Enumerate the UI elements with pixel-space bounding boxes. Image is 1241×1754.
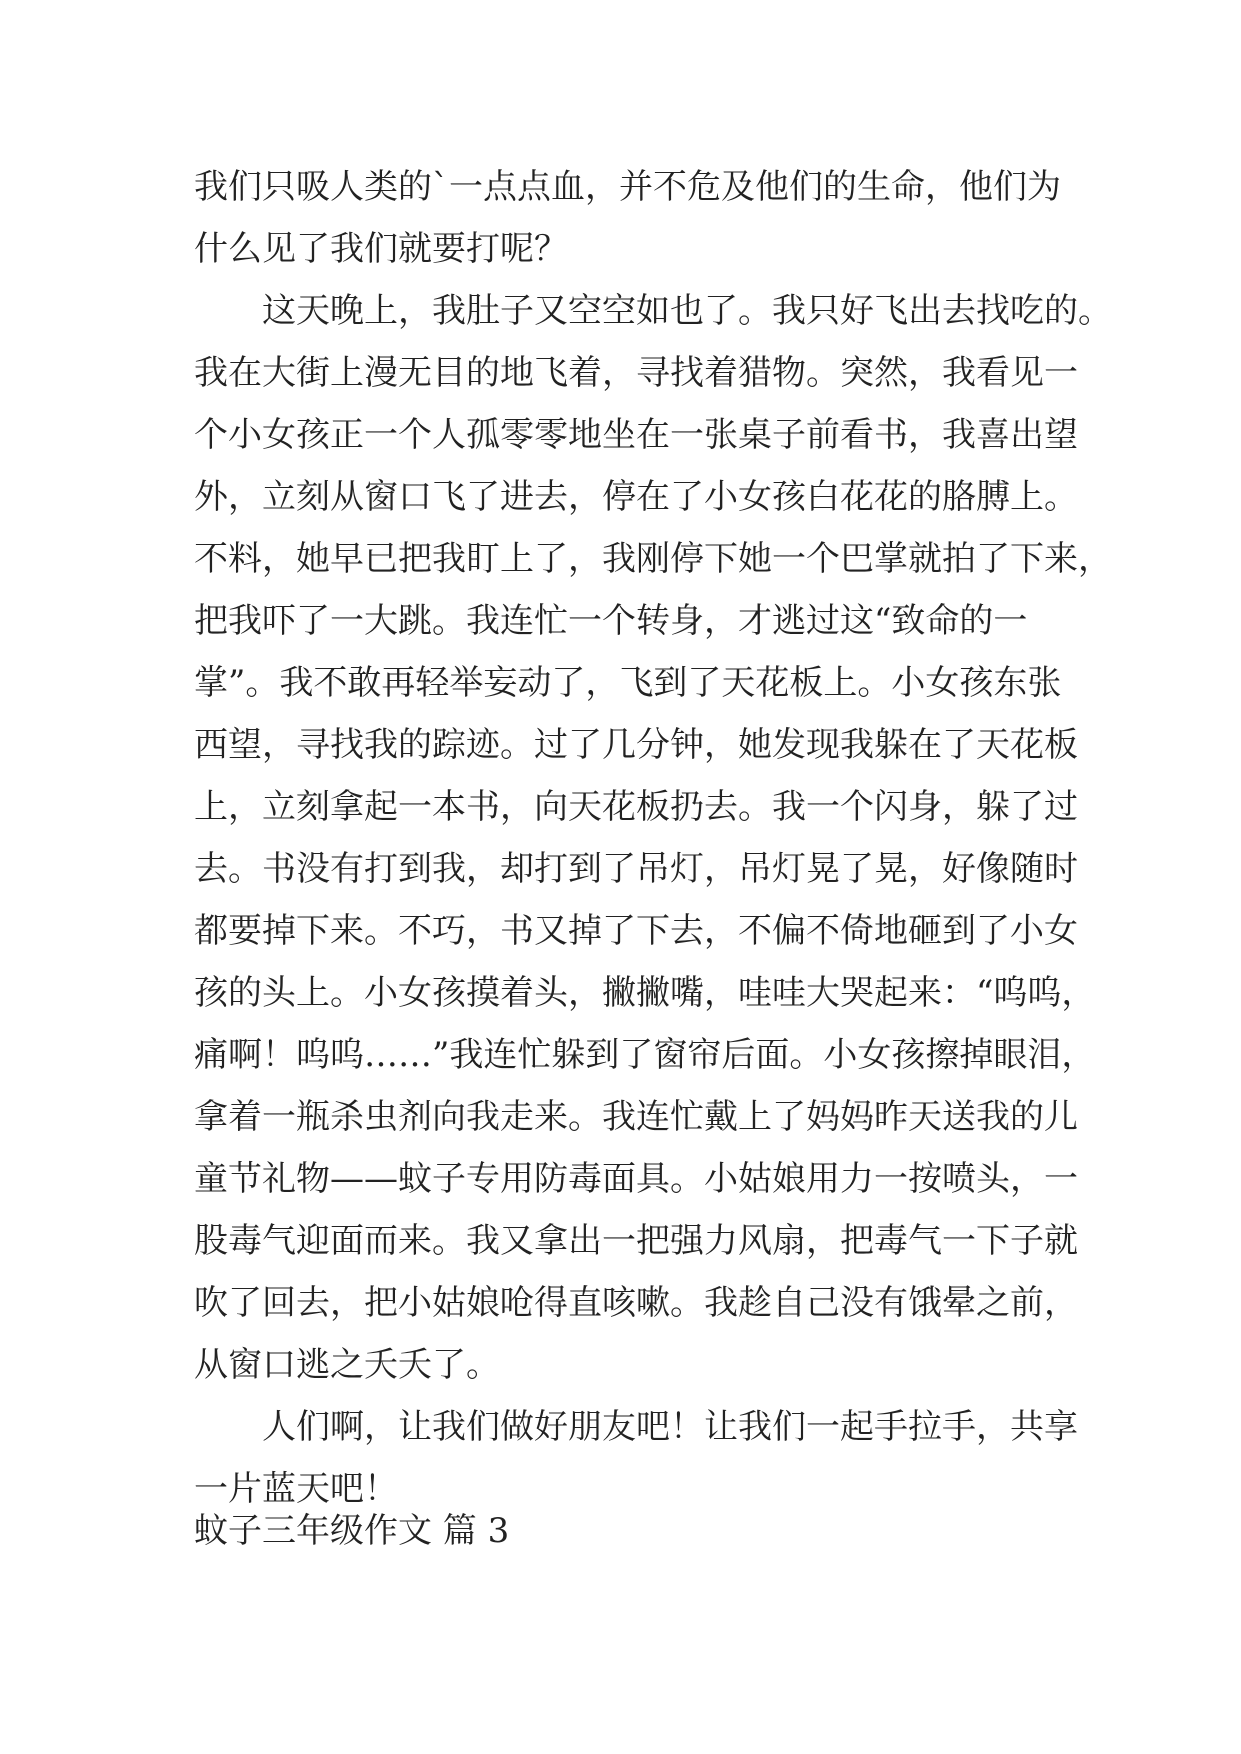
text-line: 掌”。我不敢再轻举妄动了，飞到了天花板上。小女孩东张 bbox=[194, 663, 1062, 703]
text-line: 吹了回去，把小姑娘呛得直咳嗽。我趁自己没有饿晕之前， bbox=[194, 1283, 1078, 1323]
text-line: 外，立刻从窗口飞了进去，停在了小女孩白花花的胳膊上。 bbox=[194, 477, 1078, 517]
text-line: 把我吓了一大跳。我连忙一个转身，才逃过这“致命的一 bbox=[194, 601, 1028, 641]
text-line: 童节礼物——蚊子专用防毒面具。小姑娘用力一按喷头，一 bbox=[194, 1159, 1078, 1199]
text-line: 不料，她早已把我盯上了，我刚停下她一个巴掌就拍了下来， bbox=[194, 539, 1112, 579]
text-line: 什么见了我们就要打呢？ bbox=[194, 229, 568, 269]
text-line: 痛啊！呜呜……”我连忙躲到了窗帘后面。小女孩擦掉眼泪， bbox=[194, 1035, 1096, 1075]
text-line: 我们只吸人类的`一点点血，并不危及他们的生命，他们为 bbox=[194, 167, 1061, 207]
text-line: 去。书没有打到我，却打到了吊灯，吊灯晃了晃，好像随时 bbox=[194, 849, 1078, 889]
paragraph-start-line: 人们啊，让我们做好朋友吧！让我们一起手拉手，共享 bbox=[262, 1407, 1078, 1447]
paragraph-start-line: 这天晚上，我肚子又空空如也了。我只好飞出去找吃的。 bbox=[262, 291, 1112, 331]
section-heading: 蚊子三年级作文 篇 3 bbox=[194, 1511, 510, 1551]
text-line: 个小女孩正一个人孤零零地坐在一张桌子前看书，我喜出望 bbox=[194, 415, 1078, 455]
essay-body bbox=[194, 156, 1112, 1520]
text-line: 上，立刻拿起一本书，向天花板扔去。我一个闪身，躲了过 bbox=[194, 787, 1078, 827]
text-line: 西望，寻找我的踪迹。过了几分钟，她发现我躲在了天花板 bbox=[194, 725, 1078, 765]
text-line: 都要掉下来。不巧，书又掉了下去，不偏不倚地砸到了小女 bbox=[194, 911, 1078, 951]
text-line: 孩的头上。小女孩摸着头，撇撇嘴，哇哇大哭起来：“呜呜， bbox=[194, 973, 1096, 1013]
text-line: 从窗口逃之夭夭了。 bbox=[194, 1345, 500, 1385]
text-line: 股毒气迎面而来。我又拿出一把强力风扇，把毒气一下子就 bbox=[194, 1221, 1078, 1261]
text-line: 我在大街上漫无目的地飞着，寻找着猎物。突然，我看见一 bbox=[194, 353, 1078, 393]
text-line: 拿着一瓶杀虫剂向我走来。我连忙戴上了妈妈昨天送我的儿 bbox=[194, 1097, 1078, 1137]
text-line: 一片蓝天吧！ bbox=[194, 1469, 398, 1509]
